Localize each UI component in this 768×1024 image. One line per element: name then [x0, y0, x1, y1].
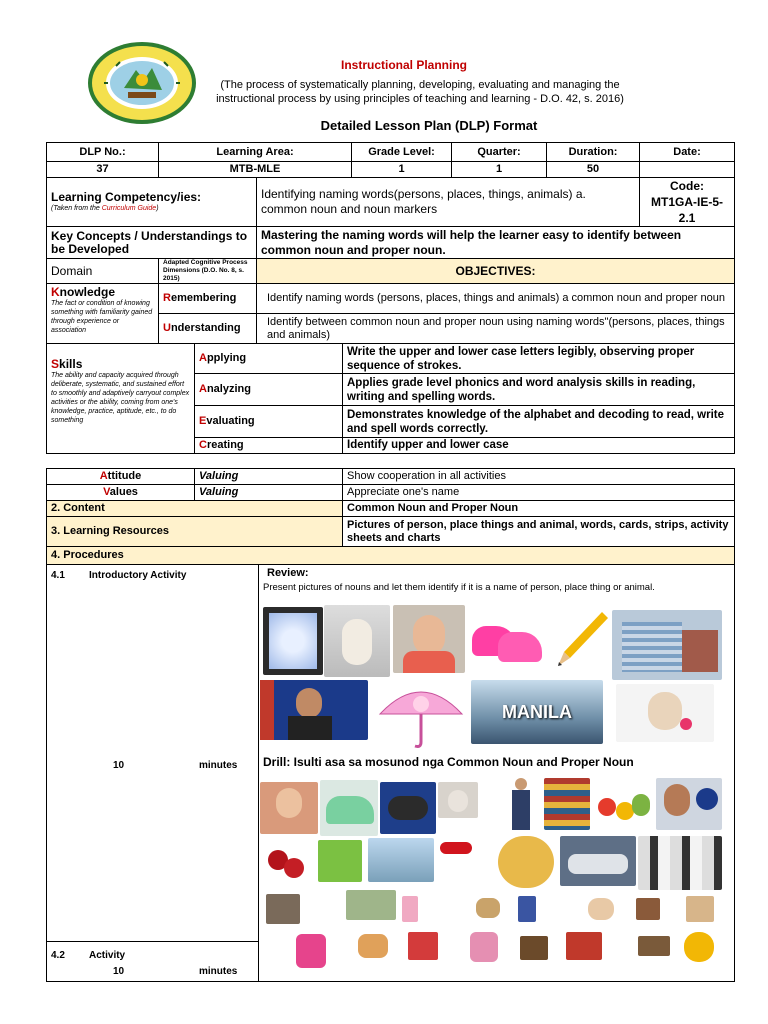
competency-text: Identifying naming words(persons, places, things, animals) a. common noun and noun markers [257, 178, 640, 227]
pencil-picture [556, 610, 608, 668]
manila-label: MANILA [502, 702, 572, 722]
competency-label: Learning Competency/ies: [51, 190, 202, 204]
remembering-label: Remembering [159, 284, 257, 314]
key-concepts-label: Key Concepts / Understandings to be Developed [47, 227, 257, 259]
boy-picture [508, 778, 534, 830]
domain-header: Domain [47, 259, 159, 284]
duration-header: Duration: [547, 143, 640, 162]
header-title: Instructional Planning [340, 58, 467, 72]
creating-label: Creating [195, 438, 343, 454]
oreo-picture [380, 782, 436, 834]
pink-bag-picture [296, 934, 326, 968]
code-value: MT1GA-IE-5-2.1 [651, 195, 724, 225]
quarter-header: Quarter: [452, 143, 547, 162]
dlp-no-value: 37 [47, 162, 159, 178]
girl-picture [402, 896, 418, 922]
attitude-objective: Show cooperation in all activities [343, 469, 735, 485]
cat-picture [324, 605, 390, 677]
teacher-picture [393, 605, 465, 673]
procedures-left-cell [47, 565, 259, 982]
umbrella-picture [378, 680, 464, 750]
intro-label: Introductory Activity [89, 570, 187, 581]
skills-description: The ability and capacity acquired through deliberate, systematic, and sustained effort to smoothly and adaptively carryout complex activities or the ability, coming from one's knowledge, practice, aptitude, etc., to do something [51, 372, 190, 424]
values-objective: Appreciate one's name [343, 485, 735, 501]
church-picture [408, 932, 438, 960]
backpack-picture [470, 932, 498, 962]
analyzing-label: Analyzing [195, 374, 343, 406]
duterte-picture [656, 778, 722, 830]
dog-picture [616, 684, 714, 742]
review-title: Review: [267, 567, 309, 579]
attitude-label: Attitude [47, 469, 195, 485]
applying-label: Applying [195, 344, 343, 374]
building-picture [612, 610, 722, 680]
books-picture [544, 778, 590, 830]
lesson-info-table [46, 142, 735, 344]
values-label: Values [47, 485, 195, 501]
intro-minutes-value: 10 [113, 760, 125, 771]
small-woman-picture [686, 896, 714, 922]
activity-label: Activity [89, 950, 126, 961]
header-subtitle: (The process of systematically planning, developing, evaluating and managing the instructional process by using principles of teaching and learning - D.O. 42, s. 2016) [216, 79, 624, 105]
apples-picture [266, 840, 308, 882]
resources-text: Pictures of person, place things and animal, words, cards, strips, activity sheets and charts [343, 517, 735, 547]
document-title: Detailed Lesson Plan (DLP) Format [320, 118, 538, 133]
merlion-picture [368, 838, 434, 882]
competency-label-cell [47, 178, 257, 227]
analyzing-objective: Applies grade level phonics and word analysis skills in reading, writing and spelling words. [343, 374, 735, 406]
small-cat-picture [476, 898, 500, 918]
drill-title: Drill: Isulti asa sa mosunod nga Common Noun and Proper Noun [263, 755, 634, 769]
evaluating-label: Evaluating [195, 406, 343, 438]
activity-num: 4.2 [51, 950, 65, 961]
small-dog-picture [358, 934, 388, 958]
intro-num: 4.1 [51, 570, 65, 581]
knowledge-description: The fact or condition of knowing something with familiarity gained through experience or association [51, 300, 153, 334]
activity-minutes-unit: minutes [199, 966, 238, 977]
remembering-objective: Identify naming words (persons, places, things and animals) a common noun and proper noun [257, 284, 735, 314]
knowledge-cell: Knowledge The fact or condition of knowing something with familiarity gained through experience or association [47, 284, 159, 344]
date-value [640, 162, 735, 178]
understanding-objective: Identify between common noun and proper noun using naming words"(persons, places, things and animals) [257, 314, 735, 344]
grade-level-value: 1 [352, 162, 452, 178]
tv-picture [520, 936, 548, 960]
activity-minutes-value: 10 [113, 966, 125, 977]
small-person-picture [636, 898, 660, 920]
key-concepts-text: Mastering the naming words will help the learner easy to identify between common noun and proper noun. [257, 227, 735, 259]
code-label: Code: [670, 179, 705, 193]
learning-area-header: Learning Area: [159, 143, 352, 162]
dlp-no-header: DLP No.: [47, 143, 159, 162]
procedures-label: 4. Procedures [47, 547, 735, 565]
storybook-picture [318, 840, 362, 882]
small-baby-picture [588, 898, 614, 920]
deped-seal-logo [86, 40, 198, 126]
jackie-chan-picture [266, 894, 300, 924]
bread-picture [498, 836, 554, 888]
competency-code-cell [640, 178, 735, 227]
manila-picture [471, 680, 603, 744]
kitten-picture [438, 782, 478, 818]
flower-picture [684, 932, 714, 962]
small-boy-picture [518, 896, 536, 922]
sneaker-picture [320, 780, 378, 836]
intro-minutes-unit: minutes [199, 760, 238, 771]
table-picture [638, 936, 670, 956]
creating-objective: Identify upper and lower case [343, 438, 735, 454]
content-text: Common Noun and Proper Noun [343, 501, 735, 517]
attitude-level: Valuing [195, 469, 343, 485]
skills-table [46, 343, 735, 454]
school-picture [566, 932, 602, 960]
date-header: Date: [640, 143, 735, 162]
quarter-value: 1 [452, 162, 547, 178]
applying-objective: Write the upper and lower case letters legibly, observing proper sequence of strokes. [343, 344, 735, 374]
duration-value: 50 [547, 162, 640, 178]
objectives-header: OBJECTIVES: [257, 259, 735, 284]
shoe-brands-picture [638, 836, 722, 890]
skills-cell: Skills The ability and capacity acquired through deliberate, systematic, and sustained effort to smoothly and adaptively carryout complex activities or the ability, coming from one's knowledge, practice, aptitude, etc., to do something [47, 344, 195, 454]
red-heels-picture [438, 834, 476, 860]
grade-level-header: Grade Level: [352, 143, 452, 162]
woman-picture [260, 782, 318, 834]
evaluating-objective: Demonstrates knowledge of the alphabet and decoding to read, write and spell words correctly. [343, 406, 735, 438]
acpd-header: Adapted Cognitive Process Dimensions (D.O. No. 8, s. 2015) [159, 259, 257, 284]
smartphone-picture [263, 607, 323, 675]
pink-shoes-picture [468, 612, 546, 664]
content-label: 2. Content [47, 501, 343, 517]
fruits-picture [594, 780, 656, 832]
house-picture [346, 890, 396, 920]
learning-area-value: MTB-MLE [159, 162, 352, 178]
curriculum-guide-note: (Taken from the Curriculum Guide) [51, 205, 159, 212]
car-picture [560, 836, 636, 886]
president-picture [260, 680, 368, 740]
resources-label: 3. Learning Resources [47, 517, 343, 547]
values-level: Valuing [195, 485, 343, 501]
review-text: Present pictures of nouns and let them identify if it is a name of person, place thing or animal. [263, 582, 655, 593]
understanding-label: Understanding [159, 314, 257, 344]
